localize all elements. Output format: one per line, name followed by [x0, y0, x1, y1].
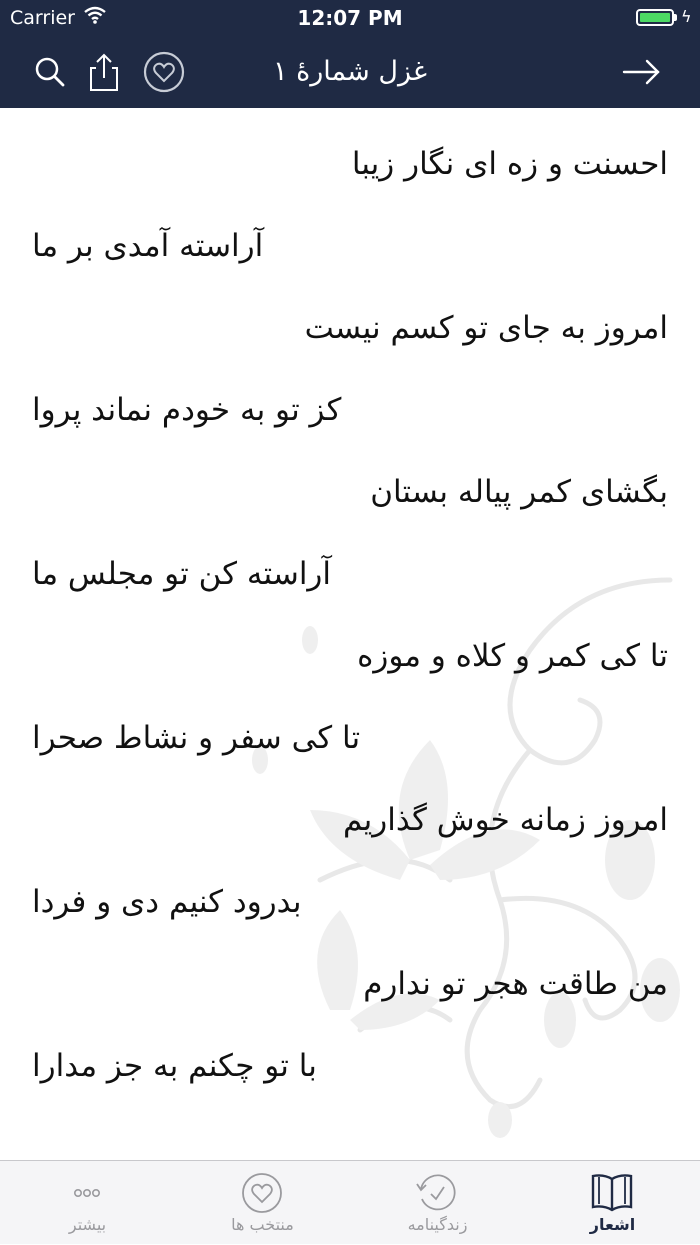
- verse-line: من طاقت هجر تو ندارم: [363, 966, 668, 1002]
- charging-icon: ϟ: [681, 7, 692, 26]
- tab-label: اشعار: [589, 1215, 636, 1234]
- navigation-bar: [0, 36, 700, 108]
- search-icon[interactable]: [28, 50, 72, 94]
- verse-line: امروز زمانه خوش گذاریم: [343, 802, 668, 838]
- verse-line: آراسته کن تو مجلس ما: [32, 556, 332, 592]
- book-icon: [589, 1171, 635, 1215]
- tab-more[interactable]: [0, 1161, 175, 1245]
- heart-icon[interactable]: [142, 50, 186, 94]
- heart-icon: [239, 1171, 285, 1215]
- tab-label: زندگینامه: [407, 1215, 468, 1234]
- verse-line: با تو چکنم به جز مدارا: [32, 1048, 317, 1084]
- clock: 12:07 PM: [297, 6, 403, 30]
- page-title: غزل شمارهٔ ۱: [273, 56, 427, 87]
- verse-line: امروز به جای تو کسم نیست: [304, 310, 668, 346]
- tab-label: منتخب ها: [231, 1215, 294, 1234]
- carrier-label: Carrier: [10, 7, 75, 29]
- verse-line: آراسته آمدی بر ما: [32, 228, 264, 264]
- arrow-right-icon[interactable]: [620, 50, 664, 94]
- history-icon: [414, 1171, 460, 1215]
- verse-line: تا کی کمر و کلاه و موزه: [357, 638, 668, 674]
- tab-biography[interactable]: [350, 1161, 525, 1245]
- verse-line: بدرود کنیم دی و فردا: [32, 884, 302, 920]
- status-bar: [0, 0, 700, 36]
- share-icon[interactable]: [82, 50, 126, 94]
- verse-line: بگشای کمر پیاله بستان: [370, 474, 668, 510]
- battery-icon: [636, 9, 674, 26]
- more-icon: [64, 1171, 110, 1215]
- battery-cap: [674, 14, 677, 21]
- tab-poems[interactable]: [525, 1161, 700, 1245]
- poem-body: [0, 108, 700, 1160]
- verse-line: کز تو به خودم نماند پروا: [32, 392, 342, 428]
- tab-bar: [0, 1160, 700, 1244]
- tab-label: بیشتر: [68, 1215, 107, 1234]
- tab-favorites[interactable]: [175, 1161, 350, 1245]
- verse-line: تا کی سفر و نشاط صحرا: [32, 720, 361, 756]
- verse-line: احسنت و زه ای نگار زیبا: [351, 146, 668, 182]
- top-bar: [0, 0, 700, 108]
